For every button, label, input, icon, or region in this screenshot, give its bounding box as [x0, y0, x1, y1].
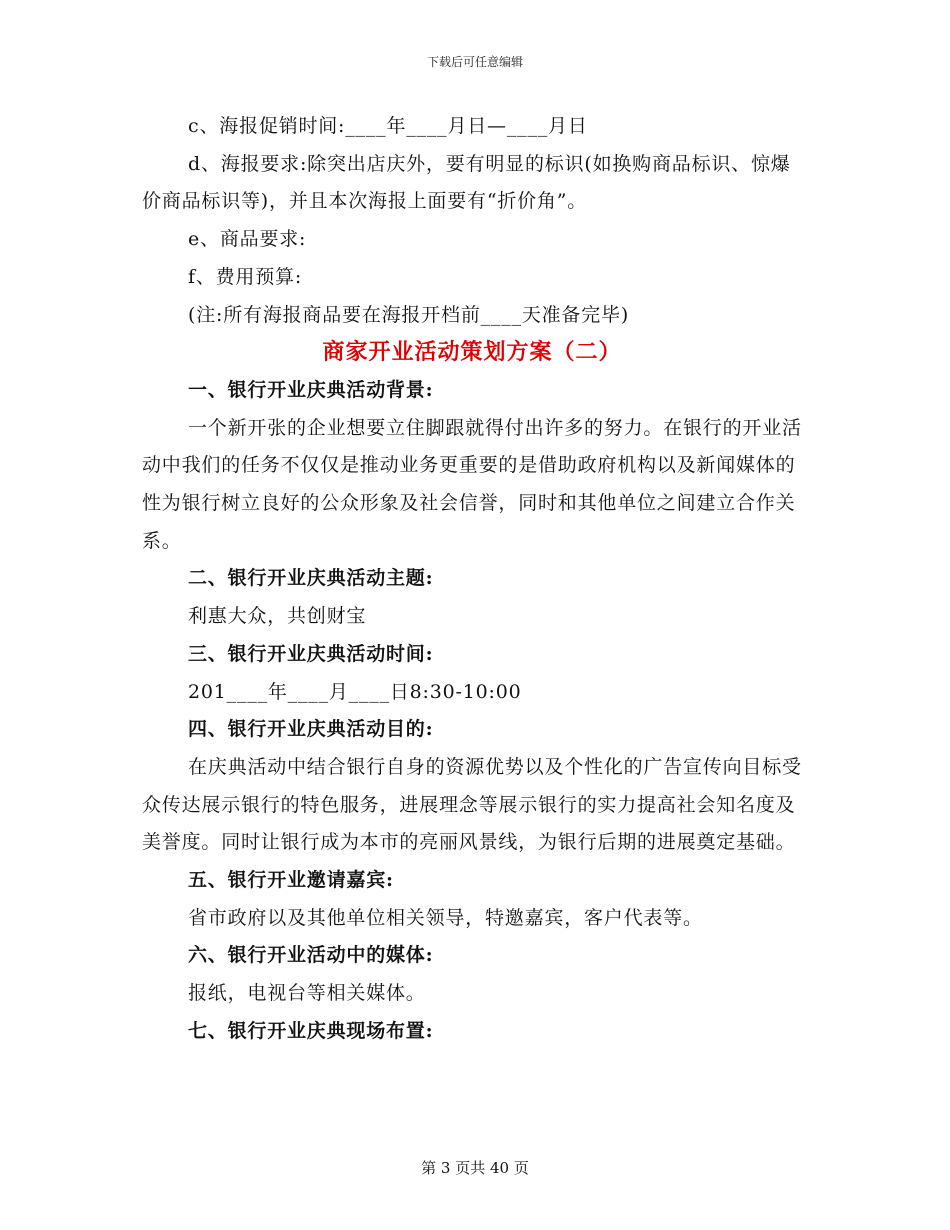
paragraph-background: 一个新开张的企业想要立住脚跟就得付出许多的努力。在银行的开业活动中我们的任务不仅仅是推动业务更重要的是借助政府机构以及新闻媒体的性为银行树立良好的公众形象及社会信誉，同时和其他单位之间建立合作关系。 [142, 416, 802, 552]
heading-media: 六、银行开业活动中的媒体: [188, 944, 434, 967]
paragraph-budget: f、费用预算: [188, 265, 303, 288]
heading-background: 一、银行开业庆典活动背景: [188, 378, 434, 401]
paragraph-product-requirements: e、商品要求: [188, 228, 307, 251]
page-footer: 第 3 页共 40 页 [421, 1159, 529, 1177]
document-body [142, 108, 802, 1051]
paragraph-purpose: 在庆典活动中结合银行自身的资源优势以及个性化的广告宣传向目标受众传达展示银行的特色服务，进展理念等展示银行的实力提高社会知名度及美誉度。同时让银行成为本市的亮丽风景线，为银行后期的进展奠定基础。 [142, 755, 802, 854]
page-header: 下载后可任意编辑 [426, 55, 523, 69]
section-title: 商家开业活动策划方案（二） [322, 339, 622, 366]
paragraph-poster-requirements: d、海报要求:除突出店庆外，要有明显的标识(如换购商品标识、惊爆价商品标识等)，并且本次海报上面要有“折价角”。 [142, 152, 791, 213]
heading-venue: 七、银行开业庆典现场布置: [188, 1019, 434, 1042]
heading-theme: 二、银行开业庆典活动主题: [188, 567, 434, 590]
paragraph-media: 报纸，电视台等相关媒体。 [188, 982, 426, 1005]
paragraph-note: (注:所有海报商品要在海报开档前____天准备完毕) [188, 303, 630, 326]
paragraph-poster-time: c、海报促销时间:____年____月日—____月日 [188, 115, 588, 137]
heading-time: 三、银行开业庆典活动时间: [188, 642, 434, 665]
paragraph-guests: 省市政府以及其他单位相关领导，特邀嘉宾，客户代表等。 [188, 906, 703, 929]
paragraph-theme: 利惠大众，共创财宝 [188, 605, 367, 628]
heading-purpose: 四、银行开业庆典活动目的: [188, 718, 434, 741]
heading-guests: 五、银行开业邀请嘉宾: [188, 869, 394, 892]
paragraph-time: 201____年____月____日8:30-10:00 [188, 680, 522, 703]
